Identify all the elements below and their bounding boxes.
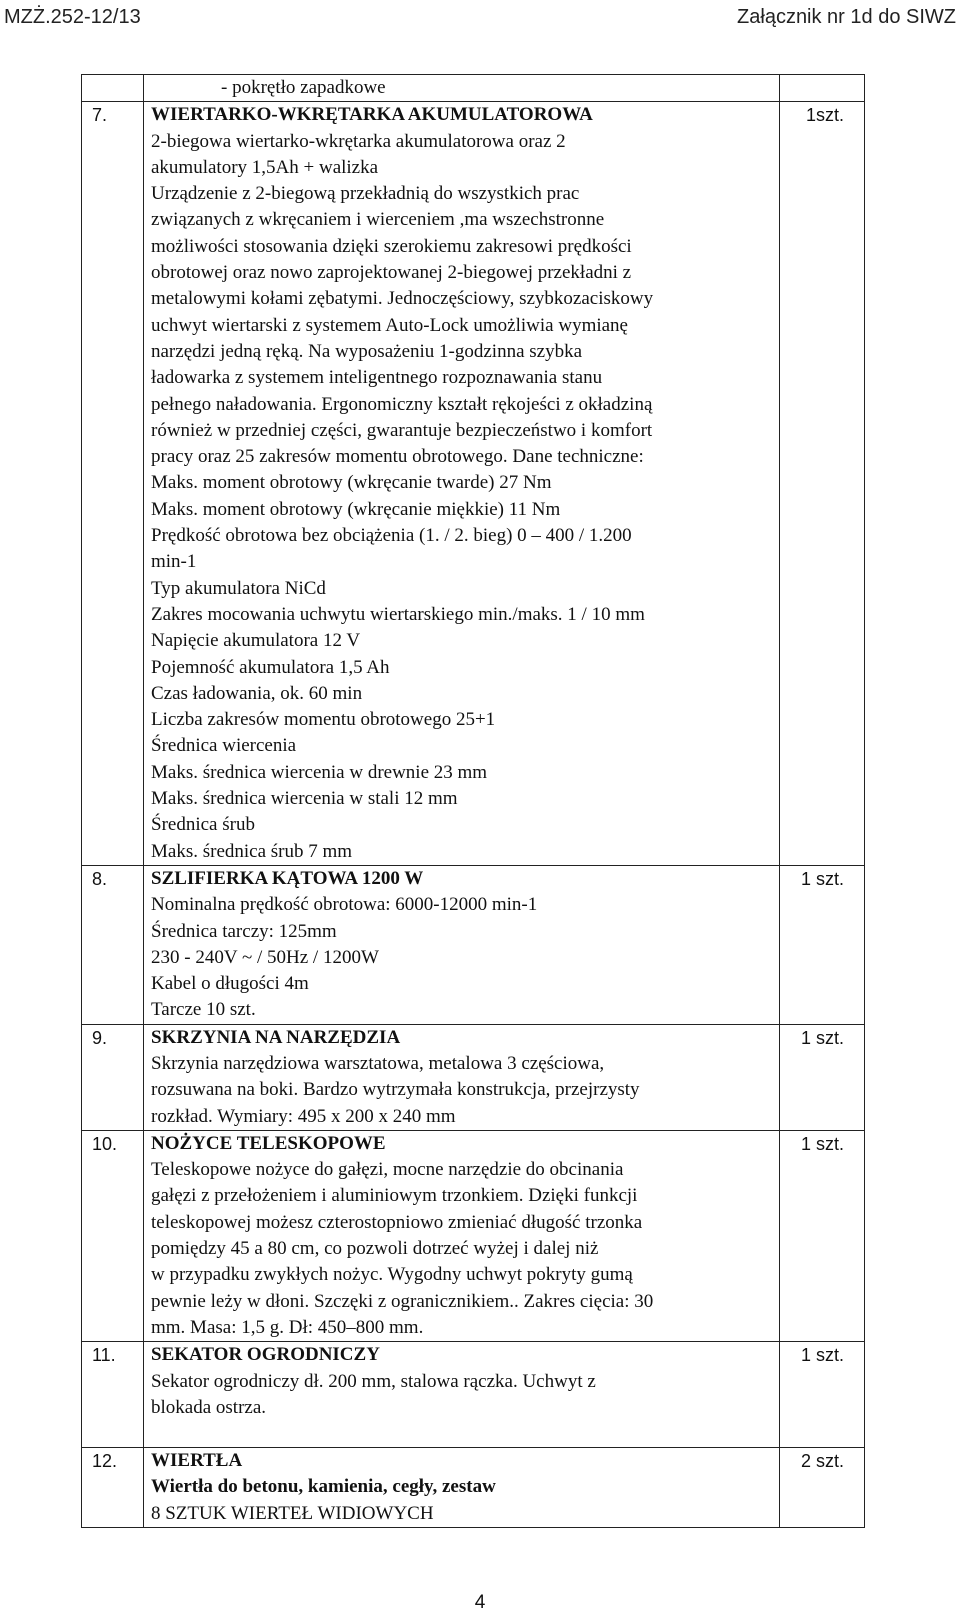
row-number-cell	[82, 102, 144, 866]
description-line: również w przedniej części, gwarantuje bezpieczeństwo i komfort	[151, 419, 653, 441]
description-line: Maks. średnica wiercenia w stali 12 mm	[151, 788, 458, 810]
description-line: Średnica tarczy: 125mm	[151, 920, 337, 942]
item-number: 12.	[92, 1451, 118, 1472]
description-cell	[144, 102, 780, 866]
description-line: Liczba zakresów momentu obrotowego 25+1	[151, 709, 496, 731]
description-line: 2-biegowa wiertarko-wkrętarka akumulatorowa oraz 2	[151, 130, 566, 152]
table-row	[82, 1024, 865, 1130]
item-number: 8.	[92, 868, 108, 889]
description-line: Pojemność akumulatora 1,5 Ah	[151, 656, 390, 678]
description-line: Typ akumulatora NiCd	[151, 577, 326, 599]
description-line: w przypadku zwykłych nożyc. Wygodny uchwyt pokryty gumą	[151, 1264, 633, 1286]
row-number-cell	[82, 1024, 144, 1130]
description-line: Maks. moment obrotowy (wkręcanie miękkie) 11 Nm	[151, 498, 561, 520]
description-line: Maks. średnica wiercenia w drewnie 23 mm	[151, 761, 488, 783]
description-line: Nominalna prędkość obrotowa: 6000-12000 min-1	[151, 894, 538, 916]
quantity-cell	[780, 75, 865, 102]
description-cell	[144, 1130, 780, 1341]
item-number: 7.	[92, 105, 108, 126]
description-line: możliwości stosowania dzięki szerokiemu zakresowi prędkości	[151, 235, 632, 257]
table-row	[82, 1130, 865, 1341]
quantity-cell	[780, 1342, 865, 1448]
table-row	[82, 102, 865, 866]
row-number-cell	[82, 75, 144, 102]
specification-table	[81, 74, 865, 1528]
description-line: mm. Masa: 1,5 g. Dł: 450–800 mm.	[151, 1316, 424, 1338]
description-line: blokada ostrza.	[151, 1396, 267, 1418]
description-line: ładowarka z systemem inteligentnego rozpoznawania stanu	[151, 367, 603, 389]
quantity-cell	[780, 1448, 865, 1528]
description-line: pomiędzy 45 a 80 cm, co pozwoli dotrzeć wyżej i dalej niż	[151, 1238, 599, 1260]
item-title: SEKATOR OGRODNICZY	[151, 1344, 380, 1366]
description-line: Napięcie akumulatora 12 V	[151, 630, 361, 652]
description-line: 8 SZTUK WIERTEŁ WIDIOWYCH	[151, 1502, 434, 1524]
description-cell	[144, 865, 780, 1024]
item-quantity: 1 szt.	[800, 1027, 844, 1048]
description-line: pracy oraz 25 zakresów momentu obrotowego. Dane techniczne:	[151, 446, 644, 468]
description-line: akumulatory 1,5Ah + walizka	[151, 156, 379, 178]
description-line: teleskopowej możesz czterostopniowo zmieniać długość trzonka	[151, 1211, 643, 1233]
item-number: 10.	[92, 1133, 118, 1154]
description-line: Zakres mocowania uchwytu wiertarskiego min./maks. 1 / 10 mm	[151, 603, 645, 625]
row-number-cell	[82, 1448, 144, 1528]
document-reference: MZŻ.252-12/13	[4, 6, 141, 28]
quantity-cell	[780, 102, 865, 866]
description-line: Prędkość obrotowa bez obciążenia (1. / 2. bieg) 0 – 400 / 1.200	[151, 525, 632, 547]
attachment-label: Załącznik nr 1d do SIWZ	[737, 6, 956, 28]
page-header	[0, 0, 960, 42]
item-title: SKRZYNIA NA NARZĘDZIA	[151, 1026, 401, 1048]
description-line: związanych z wkręcaniem i wierceniem ,ma wszechstronne	[151, 209, 605, 231]
item-title: SZLIFIERKA KĄTOWA 1200 W	[151, 867, 424, 889]
description-line: Maks. średnica śrub 7 mm	[151, 840, 353, 862]
description-line: 230 - 240V ~ / 50Hz / 1200W	[151, 946, 379, 968]
quantity-cell	[780, 1130, 865, 1341]
item-subtitle: Wiertła do betonu, kamienia, cegły, zestaw	[151, 1476, 496, 1498]
table-row	[82, 75, 865, 102]
description-line: Sekator ogrodniczy dł. 200 mm, stalowa rączka. Uchwyt z	[151, 1370, 596, 1392]
description-line: pewnie leży w dłoni. Szczęki z ogranicznikiem.. Zakres cięcia: 30	[151, 1290, 654, 1312]
page-number: 4	[474, 1592, 486, 1613]
description-line: Teleskopowe nożyce do gałęzi, mocne narzędzie do obcinania	[151, 1159, 624, 1181]
description-line: gałęzi z przełożeniem i aluminiowym trzonkiem. Dzięki funkcji	[151, 1185, 638, 1207]
item-quantity: 1 szt.	[800, 1133, 844, 1154]
description-line: rozsuwana na boki. Bardzo wytrzymała konstrukcja, przejrzysty	[151, 1079, 640, 1101]
description-line: narzędzi jedną ręką. Na wyposażeniu 1-godzinna szybka	[151, 340, 583, 362]
quantity-cell	[780, 865, 865, 1024]
description-line: Średnica śrub	[151, 814, 255, 836]
item-quantity: 1 szt.	[800, 1345, 844, 1366]
item-title: NOŻYCE TELESKOPOWE	[151, 1132, 386, 1154]
item-number: 9.	[92, 1027, 108, 1048]
description-cell	[144, 75, 780, 102]
item-title: WIERTŁA	[151, 1450, 243, 1472]
description-line: Czas ładowania, ok. 60 min	[151, 682, 363, 704]
row-number-cell	[82, 1342, 144, 1448]
description-line: metalowymi kołami zębatymi. Jednoczęściowy, szybkozaciskowy	[151, 288, 654, 310]
quantity-cell	[780, 1024, 865, 1130]
description-line: uchwyt wiertarski z systemem Auto-Lock umożliwia wymianę	[151, 314, 628, 336]
row-number-cell	[82, 1130, 144, 1341]
description-line: pełnego naładowania. Ergonomiczny kształt rękojeści z okładziną	[151, 393, 653, 415]
row-number-cell	[82, 865, 144, 1024]
item-quantity: 1szt.	[805, 105, 844, 126]
description-line: Średnica wiercenia	[151, 735, 297, 757]
description-line: Maks. moment obrotowy (wkręcanie twarde) 27 Nm	[151, 472, 552, 494]
item-number: 11.	[92, 1345, 116, 1366]
item-quantity: 1 szt.	[800, 868, 844, 889]
description-line: Urządzenie z 2-biegową przekładnią do wszystkich prac	[151, 183, 580, 205]
item-title: WIERTARKO-WKRĘTARKA AKUMULATOROWA	[151, 104, 593, 126]
description-line: obrotowej oraz nowo zaprojektowanej 2-biegowej przekładni z	[151, 262, 632, 284]
table-row	[82, 865, 865, 1024]
description-cell	[144, 1024, 780, 1130]
description-line: Skrzynia narzędziowa warsztatowa, metalowa 3 częściowa,	[151, 1052, 605, 1074]
description-line: Tarcze 10 szt.	[151, 999, 256, 1021]
description-cell	[144, 1448, 780, 1528]
description-line: Kabel o długości 4m	[151, 973, 309, 995]
description-line: rozkład. Wymiary: 495 x 200 x 240 mm	[151, 1105, 456, 1127]
description-cell	[144, 1342, 780, 1448]
description-line: min-1	[151, 551, 197, 573]
continuation-line: - pokrętło zapadkowe	[221, 77, 386, 98]
table-row	[82, 1342, 865, 1448]
item-quantity: 2 szt.	[800, 1451, 844, 1472]
table-row	[82, 1448, 865, 1528]
